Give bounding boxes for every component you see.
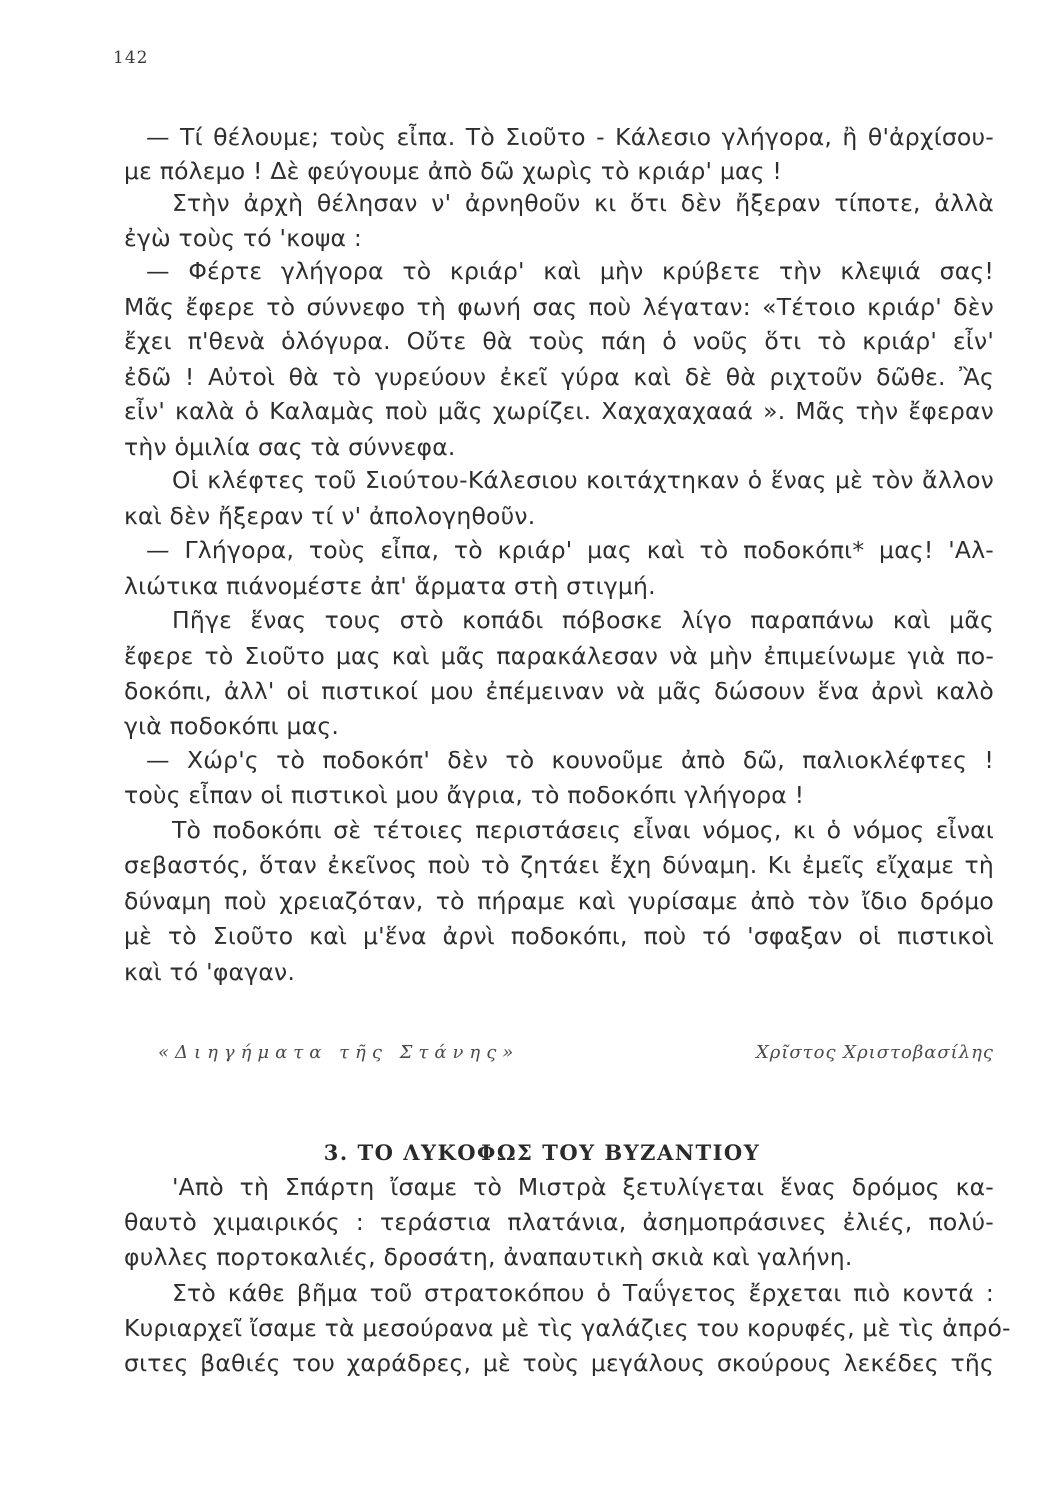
text-line: γιὰ ποδοκόπι μας. xyxy=(124,712,340,740)
text-line: καὶ τό 'φαγαν. xyxy=(124,958,296,986)
text-line: με πόλεμο ! Δὲ φεύγουμε ἀπὸ δῶ χωρὶς τὸ κριάρ' μας ! xyxy=(124,157,782,185)
text-line: τὴν ὁμιλία σας τὰ σύννεφα. xyxy=(124,433,456,461)
text-line: — Τί θέλουμε; τοὺς εἶπα. Τὸ Σιοῦτο - Κάλεσιο γλήγορα, ἢ θ'ἀρχίσου- xyxy=(146,123,994,151)
text-line: δοκόπι, ἀλλ' οἱ πιστικοί μου ἐπέμειναν νὰ μᾶς δώσουν ἕνα ἀρνὶ καλὸ xyxy=(124,677,994,705)
text-line: λιώτικα πιάνομέστε ἀπ' ἅρματα στὴ στιγμή. xyxy=(124,572,656,600)
text-line: Στὴν ἀρχὴ θέλησαν ν' ἀρνηθοῦν κι ὅτι δὲν ἤξεραν τίποτε, ἀλλὰ xyxy=(172,189,994,217)
text-line: Πῆγε ἕνας τους στὸ κοπάδι πόβοσκε λίγο παραπάνω καὶ μᾶς xyxy=(172,606,994,634)
text-line: Τὸ ποδοκόπι σὲ τέτοιες περιστάσεις εἶναι νόμος, κι ὁ νόμος εἶναι xyxy=(172,816,994,844)
text-line: Οἱ κλέφτες τοῦ Σιούτου-Κάλεσιου κοιτάχτηκαν ὁ ἕνας μὲ τὸν ἄλλον xyxy=(172,466,994,494)
text-line: Κυριαρχεῖ ἴσαμε τὰ μεσούρανα μὲ τὶς γαλάζιες του κορυφές, μὲ τὶς ἀπρό- xyxy=(124,1314,1011,1342)
text-line: σεβαστός, ὅταν ἐκεῖνος ποὺ τὸ ζητάει ἔχη δύναμη. Κι ἐμεῖς εἴχαμε τὴ xyxy=(124,851,994,879)
citation-source: «Διηγήματα τῆς Στάνης» xyxy=(158,1042,520,1063)
text-line: δύναμη ποὺ χρειαζόταν, τὸ πήραμε καὶ γυρίσαμε ἀπὸ τὸν ἴδιο δρόμο xyxy=(124,887,994,915)
text-line: ἔφερε τὸ Σιοῦτο μας καὶ μᾶς παρακάλεσαν νὰ μὴν ἐπιμείνωμε γιὰ πο- xyxy=(124,642,994,670)
text-line: — Χώρ'ς τὸ ποδοκόπ' δὲν τὸ κουνοῦμε ἀπὸ δῶ, παλιοκλέφτες ! xyxy=(146,746,994,774)
text-line: σιτες βαθιές του χαράδρες, μὲ τοὺς μεγάλους σκούρους λεκέδες τῆς xyxy=(124,1349,994,1377)
text-line: 'Απὸ τὴ Σπάρτη ἴσαμε τὸ Μιστρὰ ξετυλίγεται ἕνας δρόμος κα- xyxy=(172,1173,994,1201)
text-line: Μᾶς ἔφερε τὸ σύννεφο τὴ φωνή σας ποὺ λέγαταν: «Τέτοιο κριάρ' δὲν xyxy=(124,293,994,321)
text-line: ἔχει π'θενὰ ὁλόγυρα. Οὔτε θὰ τοὺς πάη ὁ νοῦς ὅτι τὸ κριάρ' εἶν' xyxy=(124,327,994,355)
text-line: μὲ τὸ Σιοῦτο καὶ μ'ἕνα ἀρνὶ ποδοκόπι, ποὺ τό 'σφαξαν οἱ πιστικοὶ xyxy=(124,922,994,950)
text-line: ἐδῶ ! Αὐτοὶ θὰ τὸ γυρεύουν ἐκεῖ γύρα καὶ δὲ θὰ ριχτοῦν δῶθε. Ἂς xyxy=(124,363,994,391)
text-line: εἶν' καλὰ ὁ Καλαμὰς ποὺ μᾶς χωρίζει. Χαχαχαχααά ». Μᾶς τὴν ἔφεραν xyxy=(124,397,994,425)
text-line: Στὸ κάθε βῆμα τοῦ στρατοκόπου ὁ Ταΰγετος ἔρχεται πιὸ κοντά : xyxy=(172,1279,994,1307)
text-line: — Φέρτε γλήγορα τὸ κριάρ' καὶ μὴν κρύβετε τὴν κλεψιά σας! xyxy=(146,257,994,285)
text-line: — Γλήγορα, τοὺς εἶπα, τὸ κριάρ' μας καὶ τὸ ποδοκόπι* μας! 'Αλ- xyxy=(146,536,994,564)
text-line: καὶ δὲν ἤξεραν τί ν' ἀπολογηθοῦν. xyxy=(124,502,536,530)
text-line: ἐγὼ τοὺς τό 'κοψα : xyxy=(124,224,363,252)
text-line: φυλλες πορτοκαλιές, δροσάτη, ἀναπαυτικὴ σκιὰ καὶ γαλήνη. xyxy=(124,1243,853,1271)
citation-author: Χρῖστος Χριστοβασίλης xyxy=(755,1042,994,1063)
text-line: τοὺς εἶπαν οἱ πιστικοὶ μου ἄγρια, τὸ ποδοκόπι γλήγορα ! xyxy=(124,781,805,809)
section-heading: 3. ΤΟ ΛΥΚΟΦΩΣ ΤΟΥ ΒΥΖΑΝΤΙΟΥ xyxy=(323,1140,761,1165)
text-line: θαυτὸ χιμαιρικός : τεράστια πλατάνια, ἀσημοπράσινες ἐλιές, πολύ- xyxy=(124,1208,994,1236)
page-number: 142 xyxy=(113,48,149,68)
